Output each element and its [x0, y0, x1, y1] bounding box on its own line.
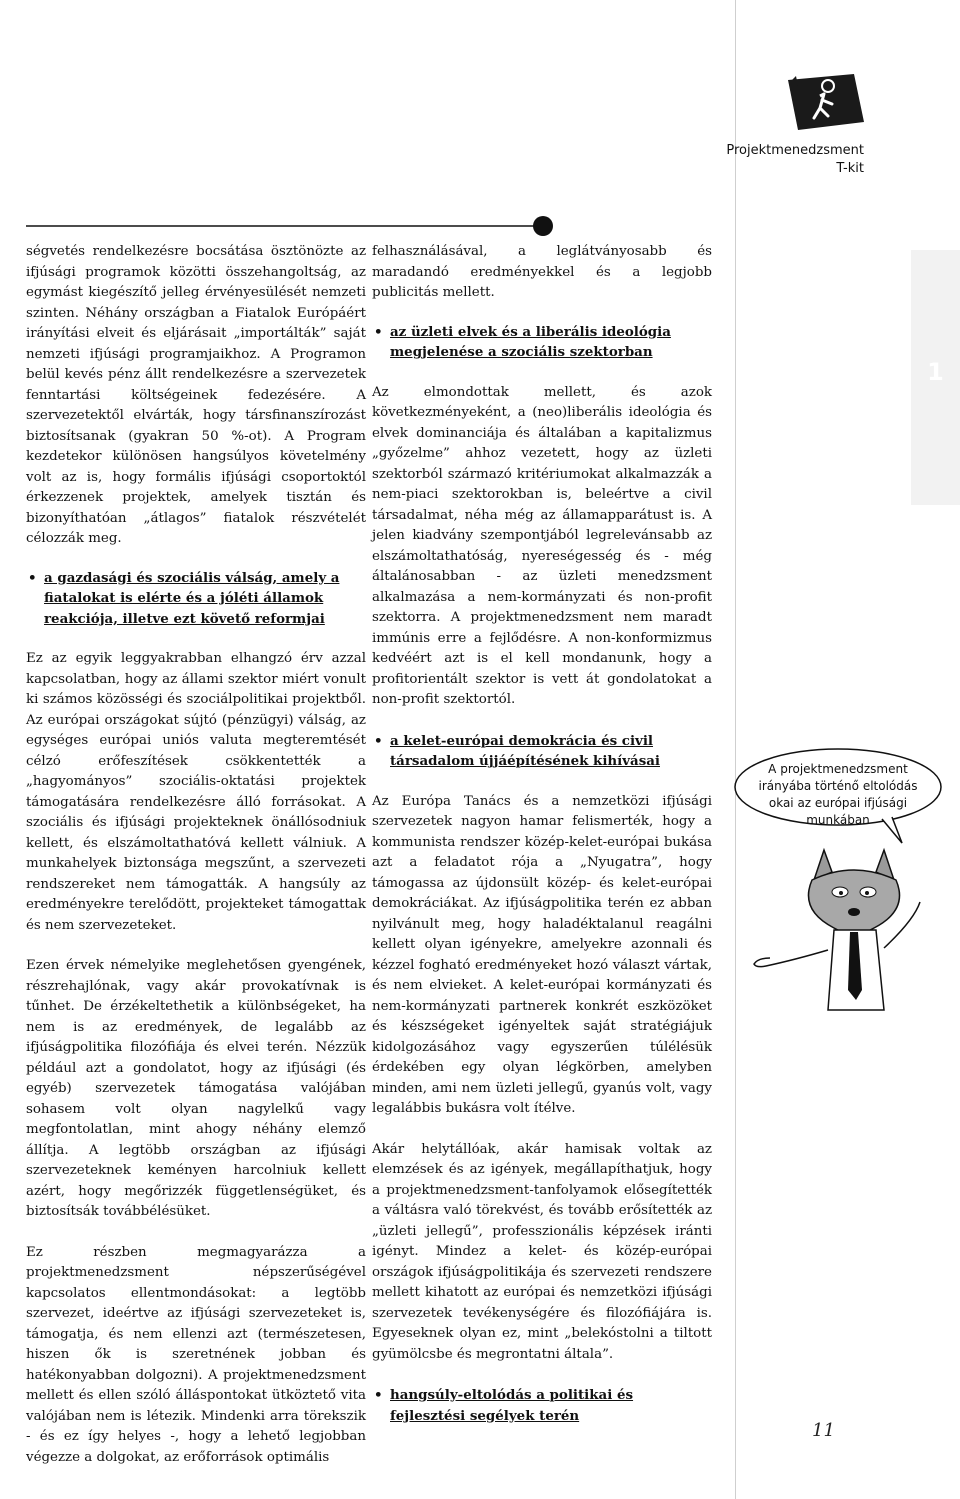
page-number: 11: [812, 1420, 835, 1441]
bullet-heading: • a kelet-európai demokrácia és civil társadalom újjáépítésének kihívásai: [372, 731, 712, 772]
paragraph: ségvetés rendelkezésre bocsátása ösztönözte az ifjúsági programok közötti összehangoltság, az egymást kiegészítő jelleg érvényesülését nemzeti szinten. Néhány országban a Fiatalok Európáért irányítási elveit és eljárásait „importálták” saját nemzeti ifjúsági programjaikhoz. A Programon belül kevés pénz állt rendelkezésre a szervezetek fenntartási költségeinek fedezésére. A szervezetektől elvárták, hogy társfinanszírozást biztosítsanak (gyakran 50 %-ot). A Program kezdetekor különösen hangsúlyos követelmény volt az is, hogy formális ifjúsági csoportoktól érkezzenek projektek, amelyek tisztán és bizonyíthatóan „átlagos” fiatalok részvételét célozzák meg.: [26, 244, 366, 546]
kit-title-line2: T-kit: [836, 161, 864, 176]
t-kit-flag-logo-icon: [784, 72, 868, 132]
paragraph: felhasználásával, a leglátványosabb és maradandó eredményekkel és a legjobb publicitás mellett.: [372, 244, 712, 300]
bullet-heading: • a gazdasági és szociális válság, amely a fiatalokat is elérte és a jóléti államok reakciója, illetve ezt követő reformjai: [26, 568, 366, 630]
paragraph: Ez az egyik leggyakrabban elhangzó érv azzal kapcsolatban, hogy az állami szektor miért vonult ki számos közösségi és szociálpolitikai projektből. Az európai országokat sújtó (pénzügyi) válság, az egységes európai uniós valuta megteremtését célzó erőfeszítések csökkentették a „hagyományos” szociális-oktatási projektek támogatására rendelkezésre álló forrásokat. A szociális és ifjúsági projekteknek önállósodniuk kellett, és elszámoltathatóvá kellett válniuk. A munkahelyek biztonsága megszűnt, a szervezeti rendszereket nem támogatták. A hangsúly az eredményekre terelődött, projekteket támogattak és nem szervezeteket.: [26, 651, 366, 933]
kit-title: [726, 142, 864, 178]
kit-title-line1: Projektmenedzsment: [726, 143, 864, 158]
speech-bubble-text: A projektmenedzsment irányába történő eltolódás okai az európai ifjúsági munkában: [758, 762, 918, 827]
bullet-heading: • az üzleti elvek és a liberális ideológia megjelenése a szociális szektorban: [372, 322, 712, 363]
paragraph: Az elmondottak mellett, és azok következményeként, a (neo)liberális ideológia és elvek dominanciája és általában a kapitalizmus „győzelme” ahhoz vezetett, hogy az üzleti szektorból származó kritériumokat alkalmazzák a nem-piaci szektorokban is, beleértve a civil társadalmat, néha még az államapparátust is. A jelen kiadvány szempontjából legrelevánsabb az elszámoltathatóság, nyereségesség és - még általánosabban - az üzleti menedzsment alkalmazása a nem-kormányzati és non-profit szektorra. A projektmenedzsment nem maradt immúnis erre a fejlődésre. A non-konformizmus kedvéért azt is el kell mondanunk, hogy a profitorientált szektor is vett át gondolatokat a non-profit szektortól.: [372, 384, 712, 707]
paragraph: Ez részben megmagyarázza a projektmenedzsment népszerűségével kapcsolatos ellentmondásokat: a legtöbb szervezet, ideértve az ifjúsági szervezeteket is, támogatja, és nem ellenzi azt (természetesen, hiszen ők is szeretnének jobban és hatékonyabban dolgozni). A projektmenedzsment mellett és ellen szóló álláspontokat ütköztető vita valójában nem is létezik. Mindenki arra törekszik - és ez így helyes -, hogy a lehető legjobban végezze a dolgokat, az erőforrások optimális: [26, 1244, 366, 1465]
paragraph: Akár helytállóak, akár hamisak voltak az elemzések és az igények, megállapíthatjuk, hogy a projektmenedzsment-tanfolyamok elősegítették a váltásra való törekvést, és tovább erősítették az „üzleti jellegű”, professzionális képzések iránti igényt. Mindez a kelet- és közép-európai országok ifjúságpolitikája és szervezeti rendszere mellett kihatott az európai és nemzetközi ifjúsági szervezetek tevékenységére és filozófiájára is. Egyeseknek olyan ez, mint „belekóstolni a tiltott gyümölcsbe és megrontatni általa”.: [372, 1141, 712, 1362]
paragraph: Az Európa Tanács és a nemzetközi ifjúsági szervezetek nagyon hamar felismerték, hogy a kommunista rendszer közép-kelet-európai bukása azt a feladatot rója a „Nyugatra”, hogy támogassa az újdonsült közép- és kelet-európai demokráciákat. Az ifjúságpolitika terén ez abban nyilvánult meg, hogy haladéktalanul reagálni kellett olyan igényekre, amelyekre azonnali és kézzel fogható eredményeket hozó választ vártak, és nem elvieket. A kelet-európai kormányzati és nem-kormányzati partnerek konkrét eszközöket és készségeket igényeltek saját stratégiájuk kidolgozásához vagy egyszerűen túlélésük érdekében egy olyan légkörben, amelyben minden, ami nem üzleti jellegű, gyanús volt, vagy legalábbis bukásra volt ítélve.: [372, 793, 712, 1116]
divider-line-dot: [26, 215, 556, 237]
left-column: [26, 242, 366, 1488]
paragraph: Ezen érvek némelyike meglehetősen gyengének, részrehajlónak, vagy akár provokatívnak is tűnhet. De érzékeltethetik a különbségeket, ha nem is az eredmények, de legalább az ifjúságpolitika filozófiája és elvei terén. Nézzük például azt a gondolatot, hogy az ifjúsági (és egyéb) szervezetek támogatása valójában sohasem volt olyan nagylelkű vagy megfontolatlan, mint ahogy néhány elemző állítja. A legtöbb országban az ifjúsági szervezeteknek keményen harcolniuk kellett azért, hogy megőrizzék függetlenségüket, és biztosítsák továbbélésüket.: [26, 958, 366, 1219]
right-column: [372, 242, 712, 1446]
fox-mascot-icon: [744, 840, 944, 1020]
bullet-heading: • hangsúly-eltolódás a politikai és fejlesztési segélyek terén: [372, 1385, 712, 1426]
chapter-number: 1: [927, 358, 944, 386]
